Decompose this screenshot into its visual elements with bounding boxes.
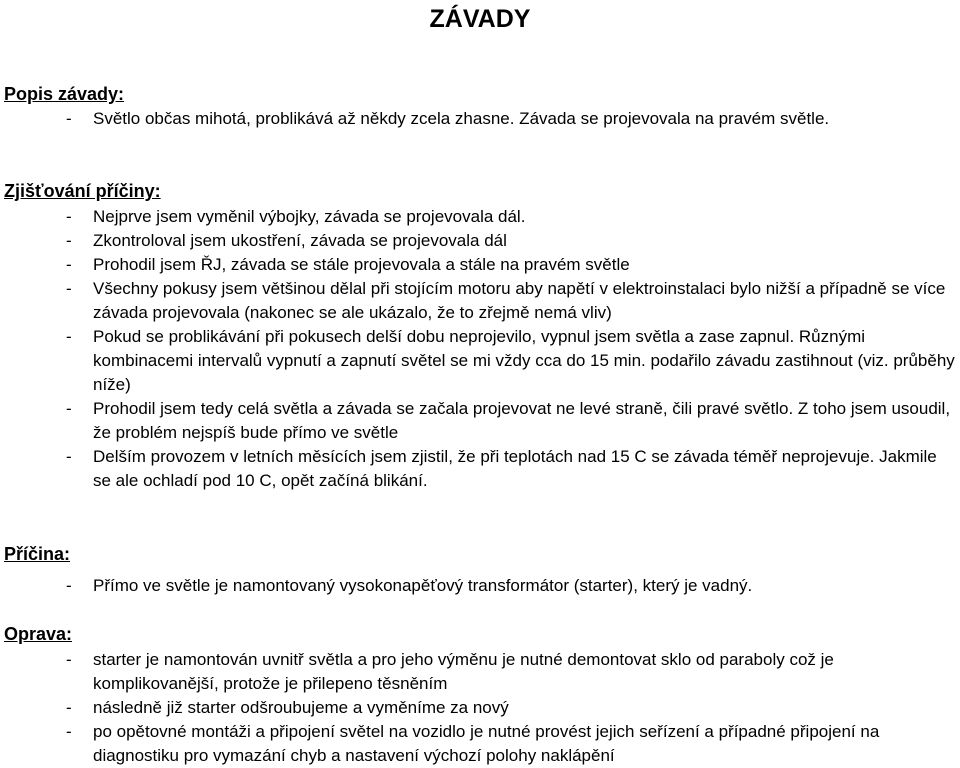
list-item: - Všechny pokusy jsem většinou dělal při stojícím motoru aby napětí v elektroinstalaci bylo nižší a případně se více závada projevovala (nakonec se ale ukázalo, že to zřejmě nemá vliv) (66, 279, 946, 322)
list-item: - následně již starter odšroubujeme a vyměníme za nový (66, 698, 509, 717)
list-item: - Světlo občas mihotá, problikává až někdy zcela zhasne. Závada se projevovala na pravém světle. (66, 109, 830, 128)
list-item: - Pokud se problikávání při pokusech delší dobu neprojevilo, vypnul jsem světla a zase zapnul. Různými kombinacemi intervalů vypnutí a zapnutí světel se mi vždy cca do 15 min. podařilo závadu zastihnout (viz. průběhy níže) (66, 327, 955, 394)
list-item: - Delším provozem v letních měsících jsem zjistil, že při teplotách nad 15 C se závada téměř neprojevuje. Jakmile se ale ochladí pod 10 C, opět začíná blikání. (66, 447, 937, 490)
list-item: - po opětovné montáži a připojení světel na vozidlo je nutné provést jejich seřízení a případné připojení na diagnostiku pro vymazání chyb a nastavení výchozí polohy naklápění (66, 722, 880, 765)
section-heading-pricina: Příčina: (4, 544, 71, 564)
list-item: - Prohodil jsem tedy celá světla a závada se začala projevovat ne levé straně, čili pravé světlo. Z toho jsem usoudil, že problém nejspíš bude přímo ve světle (66, 399, 951, 442)
section-heading-zjistovani: Zjišťování příčiny: (4, 181, 161, 201)
section-list-popis (66, 107, 958, 131)
section-list-zjistovani (66, 205, 958, 493)
section-list-oprava (66, 648, 958, 768)
page-title: ZÁVADY (429, 5, 531, 33)
list-item: - Nejprve jsem vyměnil výbojky, závada se projevovala dál. (66, 207, 526, 226)
list-item: - Zkontroloval jsem ukostření, závada se projevovala dál (66, 231, 507, 250)
list-item: - Přímo ve světle je namontovaný vysokonapěťový transformátor (starter), který je vadný. (66, 576, 753, 595)
list-item: - starter je namontován uvnitř světla a pro jeho výměnu je nutné demontovat sklo od paraboly což je komplikovanější, protože je přilepeno těsněním (66, 650, 834, 693)
section-heading-oprava: Oprava: (4, 624, 73, 644)
section-list-pricina (66, 574, 958, 598)
section-heading-popis: Popis závady: (4, 84, 125, 104)
list-item: - Prohodil jsem ŘJ, závada se stále projevovala a stále na pravém světle (66, 255, 630, 274)
